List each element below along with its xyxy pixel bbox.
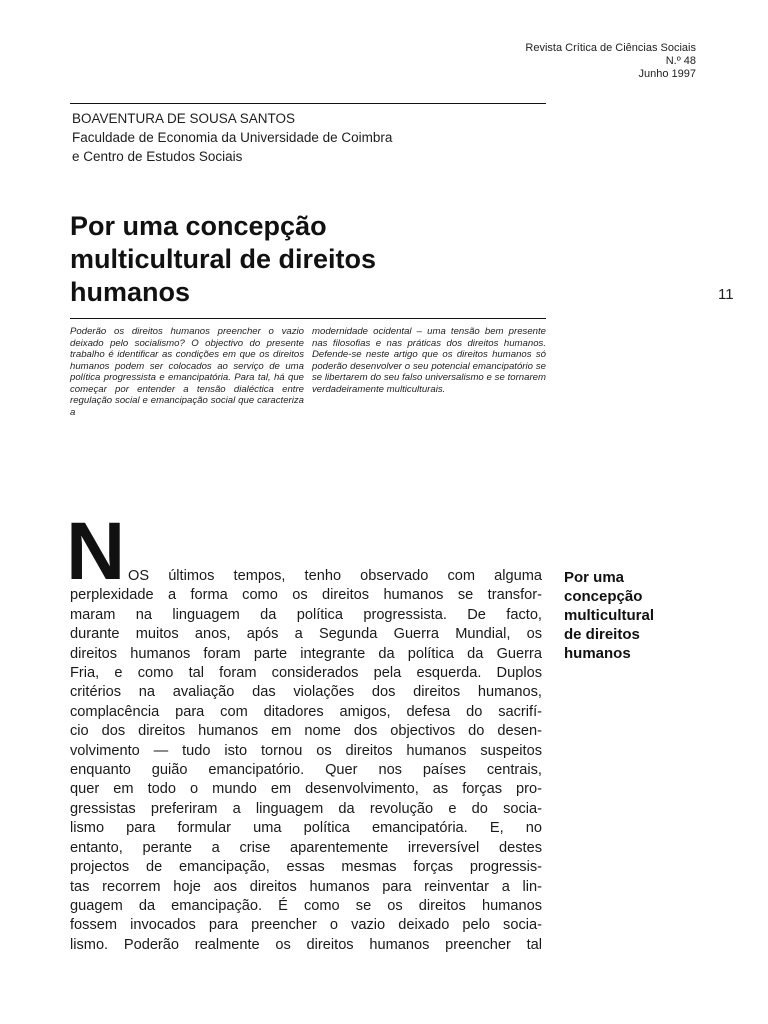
body-line: volvimento — tudo isto tornou os direitos humanos suspeitos <box>70 742 542 759</box>
body-line: OS últimos tempos, tenho observado com alguma <box>128 568 542 584</box>
body-line: cio dos direitos humanos em nome dos objectivos do desen- <box>70 723 542 740</box>
page-number: 11 <box>718 286 734 303</box>
author-name: BOAVENTURA DE SOUSA SANTOS <box>72 111 296 126</box>
top-divider <box>70 103 546 104</box>
sidebar-title-line: multicultural <box>564 607 655 624</box>
body-line: entanto, perante a crise aparentemente irreversível destes <box>70 839 542 856</box>
journal-header <box>396 42 696 81</box>
drop-cap: N <box>66 506 126 597</box>
body-line: lismo. Poderão realmente os direitos humanos preencher tal <box>70 936 542 953</box>
affiliation-line: Faculdade de Economia da Universidade de Coimbra <box>72 130 393 145</box>
title-line: humanos <box>70 277 191 307</box>
body-line: guagem da emancipação. É como se os direitos humanos <box>70 897 542 914</box>
body-line: perplexidade a forma como os direitos humanos se transfor- <box>70 587 542 604</box>
body-line: enquanto guião emancipatório. Quer nos países centrais, <box>70 762 542 779</box>
title-line: Por uma concepção <box>70 211 327 241</box>
article-title <box>70 210 510 309</box>
sidebar-title <box>564 568 724 663</box>
abstract-column-1: Poderão os direitos humanos preencher o vazio deixado pelo socialismo? O objectivo do presente trabalho é identificar as condições em que os direitos humanos podem ser colocados ao serviço de uma política progressista e emancipatória. Para tal, há que começar por entender a tensão dialéctica entre regulação social e emancipação social que caracteriza a <box>70 326 304 418</box>
sidebar-title-line: de direitos <box>564 626 640 643</box>
abstract-column-2: modernidade ocidental – uma tensão bem presente nas filosofias e nas práticas dos direitos humanos. Defende-se neste artigo que os direitos humanos só poderão desenvolver o seu potencial emancipatório se se libertarem do seu falso universalismo e se tornarem verdadeiramente multiculturais. <box>312 326 546 395</box>
sidebar-title-line: concepção <box>564 588 643 605</box>
body-line: lismo para formular uma política emancipatória. E, no <box>70 820 542 837</box>
body-line: direitos humanos foram parte integrante da política da Guerra <box>70 645 542 662</box>
body-line: gressistas preferiram a linguagem da revolução e do socia- <box>70 800 542 817</box>
body-line: tas recorrem hoje aos direitos humanos para reinventar a lin- <box>70 878 542 895</box>
body-line: quer em todo o mundo em desenvolvimento, as forças pro- <box>70 781 542 798</box>
body-line: durante muitos anos, após a Segunda Guerra Mundial, os <box>70 626 542 643</box>
affiliation-line: e Centro de Estudos Sociais <box>72 149 243 164</box>
body-line: critérios na avaliação das violações dos direitos humanos, <box>70 684 542 701</box>
title-divider <box>70 318 546 319</box>
sidebar-title-line: Por uma <box>564 569 625 586</box>
body-text <box>70 567 542 955</box>
sidebar-title-line: humanos <box>564 645 631 662</box>
body-line: Fria, e como tal foram considerados pela esquerda. Duplos <box>70 665 542 682</box>
title-line: multicultural de direitos <box>70 244 377 274</box>
journal-issue: N.º 48 <box>665 55 696 67</box>
author-block <box>72 109 552 166</box>
body-line: complacência para com ditadores amigos, defesa do sacrifí- <box>70 703 542 720</box>
body-line: projectos de emancipação, essas mesmas forças progressis- <box>70 859 542 876</box>
journal-name: Revista Crítica de Ciências Sociais <box>525 42 696 54</box>
body-line: fossem invocados para preencher o vazio deixado pelo socia- <box>70 917 542 934</box>
journal-date: Junho 1997 <box>638 68 696 80</box>
body-line: maram na linguagem da política progressista. De facto, <box>70 606 542 623</box>
